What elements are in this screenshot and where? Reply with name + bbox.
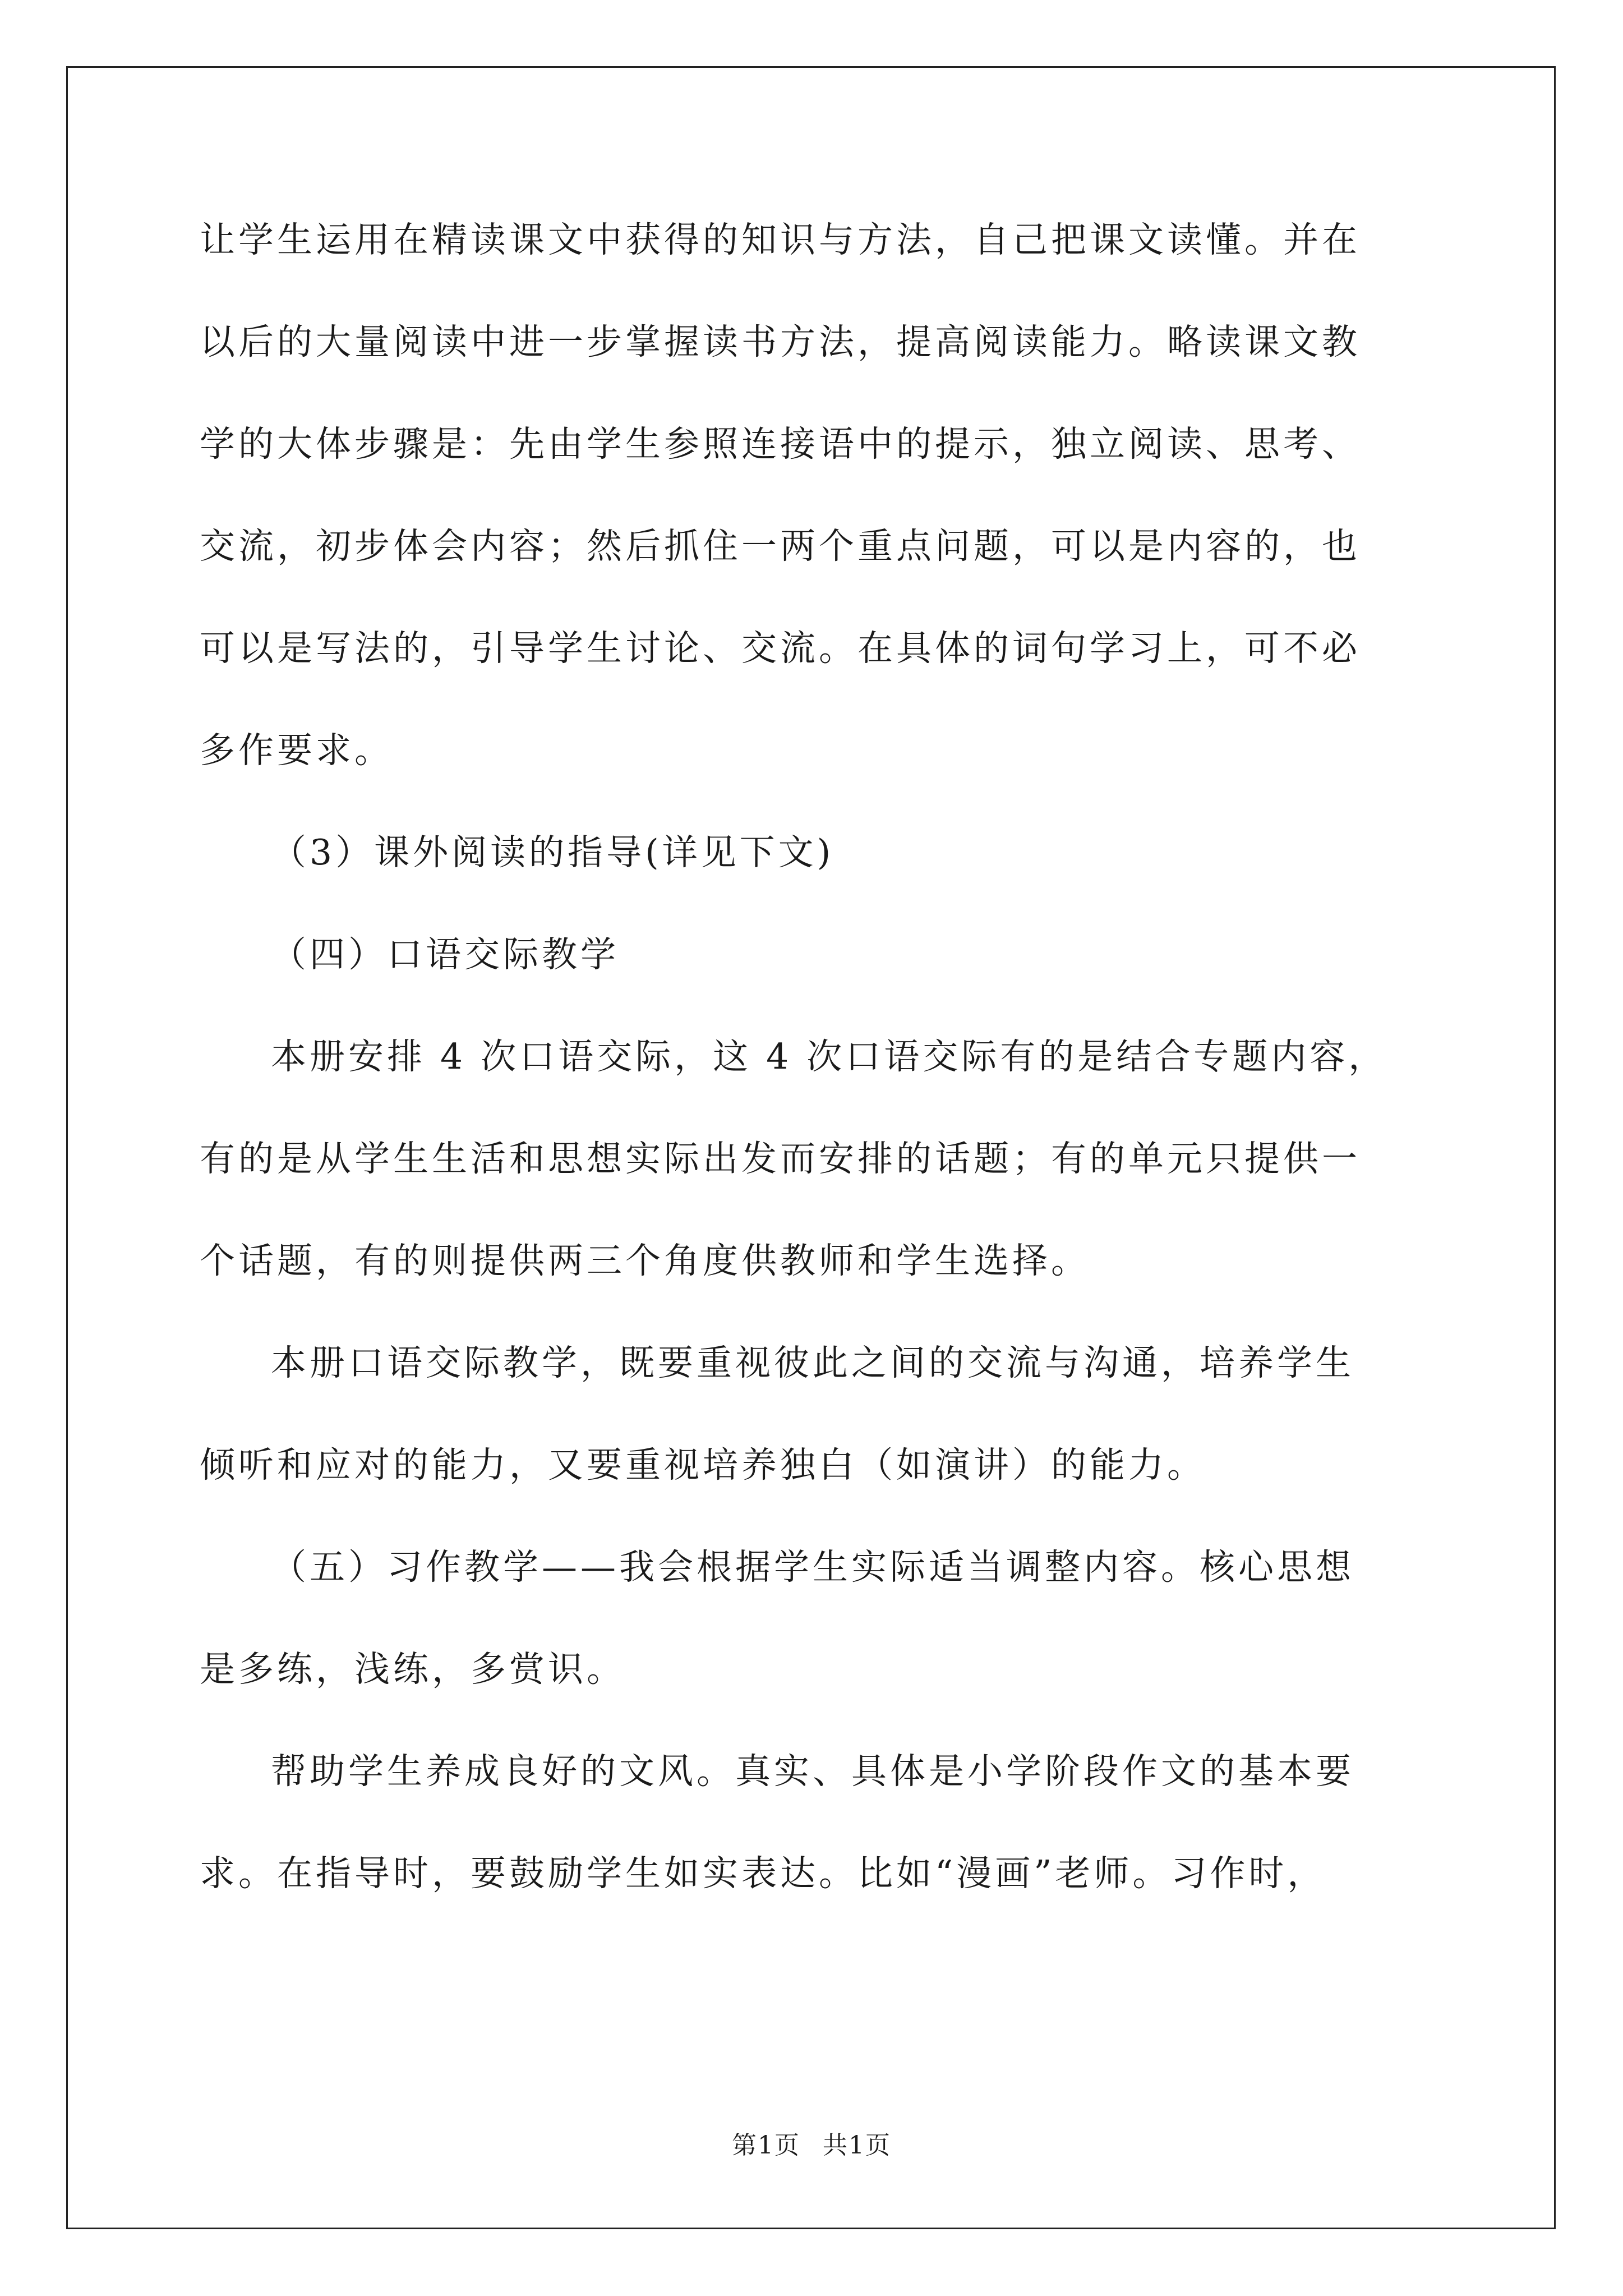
text-line: 有的是从学生生活和思想实际出发而安排的话题；有的单元只提供一 [200,1138,1361,1179]
text-line: 交流，初步体会内容；然后抓住一两个重点问题，可以是内容的，也 [200,526,1361,567]
page-footer [0,2125,1623,2161]
section-heading: （3）课外阅读的指导(详见下文) [271,832,834,873]
text-line: 可以是写法的，引导学生讨论、交流。在具体的词句学习上，可不必 [200,628,1361,669]
page-total: 共1页 [823,2131,891,2160]
text-line: 本册安排 4 次口语交际，这 4 次口语交际有的是结合专题内容， [271,1036,1387,1077]
text-line: 是多练，浅练，多赏识。 [200,1649,625,1690]
text-line: 多作要求。 [200,730,393,771]
text-line: 倾听和应对的能力，又要重视培养独白（如演讲）的能力。 [200,1444,1206,1485]
text-line: 让学生运用在精读课文中获得的知识与方法，自己把课文读懂。并在 [200,219,1361,260]
page-number: 第1页 [732,2131,800,2160]
text-line: 学的大体步骤是：先由学生参照连接语中的提示，独立阅读、思考、 [200,424,1361,464]
text-line: 以后的大量阅读中进一步掌握读书方法，提高阅读能力。略读课文教 [200,321,1361,362]
text-line: 求。在指导时，要鼓励学生如实表达。比如“漫画”老师。习作时， [200,1853,1326,1894]
document-body [200,212,1422,1948]
text-line: 本册口语交际教学，既要重视彼此之间的交流与沟通，培养学生 [271,1342,1354,1383]
text-line: 帮助学生养成良好的文风。真实、具体是小学阶段作文的基本要 [271,1751,1354,1792]
text-line: 个话题，有的则提供两三个角度供教师和学生选择。 [200,1240,1090,1281]
section-heading: （四）口语交际教学 [271,934,619,975]
section-heading: （五）习作教学——我会根据学生实际适当调整内容。核心思想 [271,1547,1354,1588]
